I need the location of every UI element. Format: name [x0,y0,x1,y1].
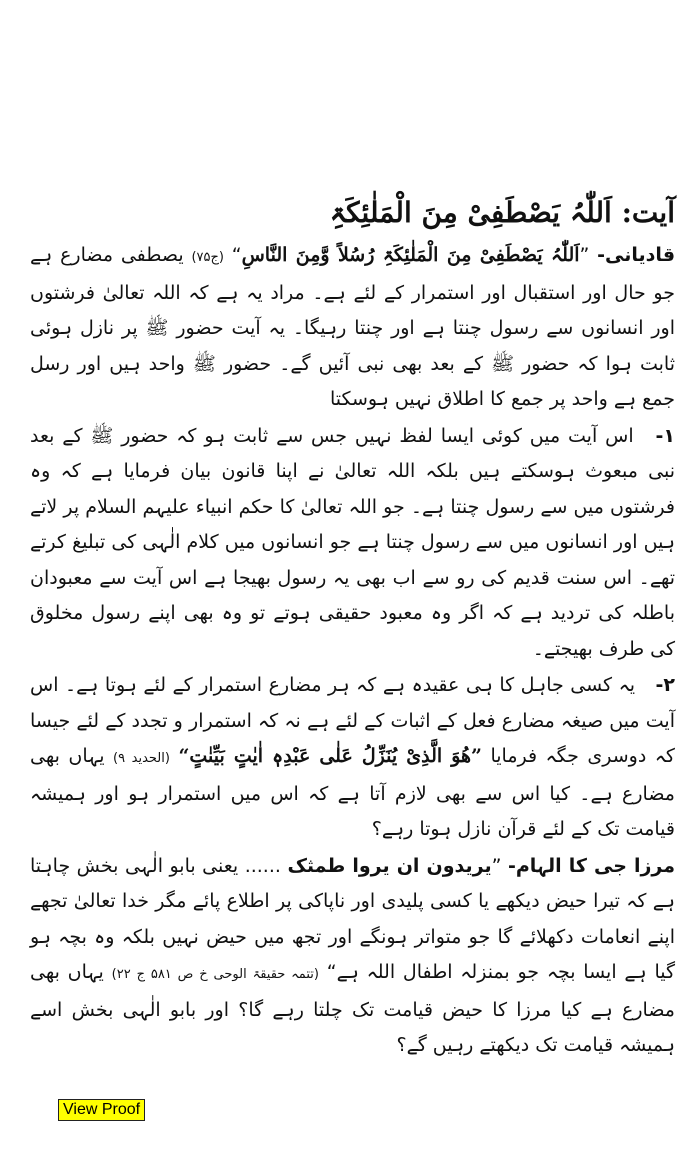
point-2-ref: (الحدید ۹) [113,751,170,766]
qadiani-label: قادیانی- [597,244,676,266]
ilham-meaning: یعنی بابو الٰہی بخش چاہتا ہے [30,854,675,912]
qadiani-claim [30,238,675,418]
qadiani-arabic: اَللّٰہُ یَصْطَفِیْ مِنَ الْمَلٰئِکَۃِ رُسُلاً وَّمِنَ النَّاسِ [241,244,580,266]
ilham-quote-open: ” [491,854,502,877]
view-proof-button[interactable]: View Proof [58,1099,145,1121]
heading-arabic: اَللّٰہُ یَصْطَفِیْ مِنَ الْمَلٰئِکَۃِ [329,196,612,229]
ilham-text-after: یہاں بھی مضارع ہے کیا مرزا کا حیض قیامت تک چلتا رہے گا؟ اور بابو الٰہی بخش اسے ہمیشہ قیامت تک دیکھتے رہیں گے؟ [30,961,675,1056]
ilham-section [30,849,675,1064]
qadiani-quote-close: “ [231,244,242,266]
ilham-title: مرزا جی کا الہام- [507,854,675,877]
point-1-text: اس آیت میں کوئی ایسا لفظ نہیں جس سے ثابت ہو کہ حضور ﷺ کے بعد نبی مبعوث ہوسکتے ہیں بلکہ اللہ تعالیٰ نے اپنا قانون بیان فرمایا ہے کہ وہ فرشتوں میں سے رسول چنتا ہے۔ جو اللہ تعالیٰ کا حکم انبیاء علیہم السلام پر لاتے ہیں اور انسانوں میں سے رسول چنتا ہے جو انسانوں میں کلام الٰہی کی تبلیغ کرتے تھے۔ اس سنت قدیم کی رو سے اب بھی یہ رسول بھیجا ہے اس آیت سے معبودان باطلہ کی تردید ہے کہ اگر وہ معبود حقیقی ہوتے تو وہ بھی اپنے رسول مخلوق کی طرف بھیجتے۔ [30,424,675,660]
point-2-text-after: یہاں بھی مضارع ہے۔ کیا اس سے بھی لازم آتا ہے کہ اس میں استمرار ہو اور ہمیشہ قیامت تک کے لئے قرآن نازل ہوتا رہے؟ [30,745,675,840]
qadiani-ref: (ج۷۵) [191,250,224,265]
heading-prefix: آیت: [621,196,675,229]
qadiani-text: یصطفی مضارع ہے جو حال اور استقبال اور استمرار کے لئے ہے۔ مراد یہ ہے کہ اللہ تعالیٰ فرشتوں اور انسانوں سے رسول چنتا ہے اور چنتا رہیگا۔ یہ آیت حضور ﷺ پر نازل ہوئی ثابت ہوا کہ حضور ﷺ کے بعد بھی نبی آئیں گے۔ حضور ﷺ واحد ہیں اور رسل جمع ہے واحد پر جمع کا اطلاق نہیں ہوسکتا [30,244,675,410]
qadiani-quote-open: ” [579,244,590,266]
point-1 [30,419,675,668]
ilham-dots: ...... [244,854,281,877]
point-2 [30,668,675,848]
ilham-arabic: یریدون ان یروا طمثک [287,854,492,877]
section-heading [30,190,675,236]
point-1-number: ۱- [655,424,675,447]
point-2-arabic: ”ھُوَ الَّذِیْ یُنَزِّلُ عَلٰی عَبْدِہٖ اٰیٰتٍ بَیِّنٰتٍ“ [178,745,482,767]
point-2-text: یہ کسی جاہل کا ہی عقیدہ ہے کہ ہر مضارع استمرار کے لئے ہوتا ہے۔ اس آیت میں صیغہ مضارع فعل کے اثبات کے لئے ہے نہ کہ استمرار و تجدد کے لئے جیسا کہ دوسری جگہ فرمایا [30,674,675,767]
ilham-text: کہ تیرا حیض دیکھے یا کسی پلیدی اور ناپاکی پر اطلاع پائے مگر خدا تعالیٰ تجھے اپنے انعامات دکھلائے گا جو متواتر ہونگے اور تجھ میں حیض نہیں بلکہ وہ بچہ ہو گیا ہے ایسا بچہ جو بمنزلہ اطفال اللہ ہے“ [30,890,676,983]
point-2-number: ۲- [655,674,675,696]
document-body [30,190,675,1065]
ilham-ref: (تتمہ حقیقۃ الوحی خ ص ۵۸۱ ج ۲۲) [111,967,319,982]
